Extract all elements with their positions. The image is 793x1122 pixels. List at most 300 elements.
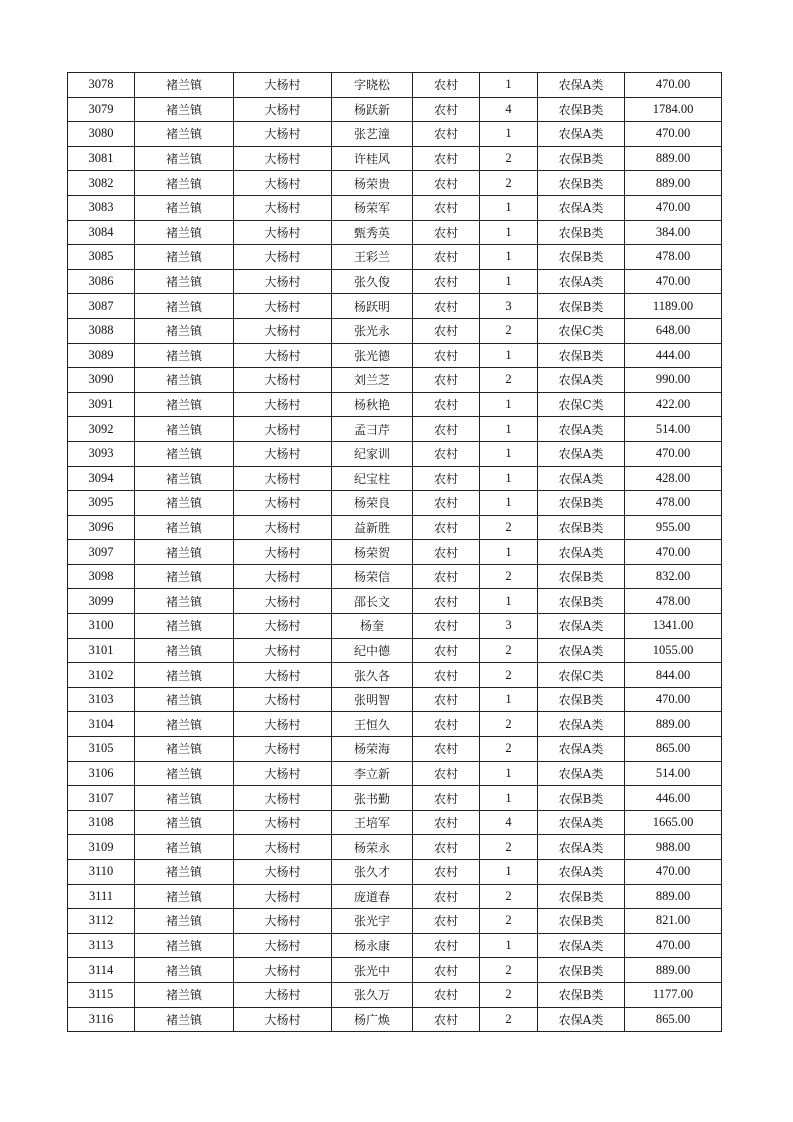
serial-number-cell: 3102 bbox=[68, 663, 135, 688]
insurance-category-cell: 农保A类 bbox=[538, 417, 625, 442]
household-type-cell: 农村 bbox=[413, 589, 480, 614]
household-type-cell: 农村 bbox=[413, 417, 480, 442]
person-count-cell: 2 bbox=[480, 884, 538, 909]
name-cell: 杨跃明 bbox=[332, 294, 413, 319]
village-cell: 大杨村 bbox=[234, 564, 332, 589]
village-cell: 大杨村 bbox=[234, 638, 332, 663]
amount-cell: 844.00 bbox=[625, 663, 722, 688]
person-count-cell: 2 bbox=[480, 909, 538, 934]
table-row bbox=[68, 318, 722, 343]
household-type-cell: 农村 bbox=[413, 835, 480, 860]
table-row bbox=[68, 933, 722, 958]
amount-cell: 889.00 bbox=[625, 884, 722, 909]
insurance-category-cell: 农保A类 bbox=[538, 614, 625, 639]
person-count-cell: 2 bbox=[480, 564, 538, 589]
table-row bbox=[68, 860, 722, 885]
name-cell: 王培军 bbox=[332, 810, 413, 835]
person-count-cell: 2 bbox=[480, 982, 538, 1007]
amount-cell: 478.00 bbox=[625, 589, 722, 614]
person-count-cell: 1 bbox=[480, 860, 538, 885]
household-type-cell: 农村 bbox=[413, 564, 480, 589]
insurance-category-cell: 农保A类 bbox=[538, 122, 625, 147]
insurance-category-cell: 农保C类 bbox=[538, 663, 625, 688]
name-cell: 杨永康 bbox=[332, 933, 413, 958]
village-cell: 大杨村 bbox=[234, 835, 332, 860]
table-row bbox=[68, 614, 722, 639]
serial-number-cell: 3099 bbox=[68, 589, 135, 614]
village-cell: 大杨村 bbox=[234, 491, 332, 516]
insurance-category-cell: 农保B类 bbox=[538, 884, 625, 909]
insurance-category-cell: 农保A类 bbox=[538, 860, 625, 885]
name-cell: 张书勤 bbox=[332, 786, 413, 811]
insurance-category-cell: 农保A类 bbox=[538, 712, 625, 737]
person-count-cell: 2 bbox=[480, 638, 538, 663]
person-count-cell: 1 bbox=[480, 933, 538, 958]
household-type-cell: 农村 bbox=[413, 1007, 480, 1032]
name-cell: 李立新 bbox=[332, 761, 413, 786]
person-count-cell: 1 bbox=[480, 491, 538, 516]
insurance-category-cell: 农保B类 bbox=[538, 245, 625, 270]
table-row bbox=[68, 441, 722, 466]
town-cell: 褚兰镇 bbox=[135, 343, 234, 368]
table-row bbox=[68, 245, 722, 270]
table-row bbox=[68, 909, 722, 934]
name-cell: 纪中德 bbox=[332, 638, 413, 663]
person-count-cell: 1 bbox=[480, 589, 538, 614]
amount-cell: 1189.00 bbox=[625, 294, 722, 319]
town-cell: 褚兰镇 bbox=[135, 564, 234, 589]
serial-number-cell: 3101 bbox=[68, 638, 135, 663]
serial-number-cell: 3095 bbox=[68, 491, 135, 516]
town-cell: 褚兰镇 bbox=[135, 441, 234, 466]
amount-cell: 1341.00 bbox=[625, 614, 722, 639]
amount-cell: 1055.00 bbox=[625, 638, 722, 663]
insurance-category-cell: 农保A类 bbox=[538, 835, 625, 860]
town-cell: 褚兰镇 bbox=[135, 860, 234, 885]
amount-cell: 470.00 bbox=[625, 933, 722, 958]
name-cell: 邵长文 bbox=[332, 589, 413, 614]
name-cell: 孟彐芹 bbox=[332, 417, 413, 442]
amount-cell: 470.00 bbox=[625, 195, 722, 220]
insurance-category-cell: 农保B类 bbox=[538, 982, 625, 1007]
person-count-cell: 2 bbox=[480, 368, 538, 393]
amount-cell: 514.00 bbox=[625, 417, 722, 442]
amount-cell: 990.00 bbox=[625, 368, 722, 393]
insurance-category-cell: 农保A类 bbox=[538, 1007, 625, 1032]
household-type-cell: 农村 bbox=[413, 958, 480, 983]
household-type-cell: 农村 bbox=[413, 638, 480, 663]
amount-cell: 889.00 bbox=[625, 146, 722, 171]
insurance-category-cell: 农保A类 bbox=[538, 368, 625, 393]
village-cell: 大杨村 bbox=[234, 737, 332, 762]
household-type-cell: 农村 bbox=[413, 909, 480, 934]
household-type-cell: 农村 bbox=[413, 220, 480, 245]
insurance-category-cell: 农保A类 bbox=[538, 810, 625, 835]
name-cell: 杨荣贵 bbox=[332, 171, 413, 196]
town-cell: 褚兰镇 bbox=[135, 392, 234, 417]
village-cell: 大杨村 bbox=[234, 368, 332, 393]
name-cell: 庞道春 bbox=[332, 884, 413, 909]
amount-cell: 446.00 bbox=[625, 786, 722, 811]
serial-number-cell: 3113 bbox=[68, 933, 135, 958]
serial-number-cell: 3108 bbox=[68, 810, 135, 835]
table-row bbox=[68, 515, 722, 540]
serial-number-cell: 3087 bbox=[68, 294, 135, 319]
village-cell: 大杨村 bbox=[234, 589, 332, 614]
household-type-cell: 农村 bbox=[413, 663, 480, 688]
household-type-cell: 农村 bbox=[413, 294, 480, 319]
town-cell: 褚兰镇 bbox=[135, 245, 234, 270]
insurance-category-cell: 农保A类 bbox=[538, 441, 625, 466]
table-row bbox=[68, 884, 722, 909]
town-cell: 褚兰镇 bbox=[135, 614, 234, 639]
serial-number-cell: 3082 bbox=[68, 171, 135, 196]
village-cell: 大杨村 bbox=[234, 343, 332, 368]
serial-number-cell: 3086 bbox=[68, 269, 135, 294]
serial-number-cell: 3109 bbox=[68, 835, 135, 860]
name-cell: 张久各 bbox=[332, 663, 413, 688]
serial-number-cell: 3093 bbox=[68, 441, 135, 466]
household-type-cell: 农村 bbox=[413, 737, 480, 762]
insurance-category-cell: 农保A类 bbox=[538, 933, 625, 958]
table-row bbox=[68, 368, 722, 393]
town-cell: 褚兰镇 bbox=[135, 982, 234, 1007]
village-cell: 大杨村 bbox=[234, 466, 332, 491]
person-count-cell: 4 bbox=[480, 810, 538, 835]
town-cell: 褚兰镇 bbox=[135, 146, 234, 171]
village-cell: 大杨村 bbox=[234, 761, 332, 786]
insurance-category-cell: 农保A类 bbox=[538, 73, 625, 98]
village-cell: 大杨村 bbox=[234, 614, 332, 639]
village-cell: 大杨村 bbox=[234, 392, 332, 417]
amount-cell: 821.00 bbox=[625, 909, 722, 934]
person-count-cell: 1 bbox=[480, 441, 538, 466]
insurance-category-cell: 农保C类 bbox=[538, 392, 625, 417]
insurance-category-cell: 农保A类 bbox=[538, 761, 625, 786]
name-cell: 甄秀英 bbox=[332, 220, 413, 245]
table-row bbox=[68, 663, 722, 688]
name-cell: 杨广焕 bbox=[332, 1007, 413, 1032]
village-cell: 大杨村 bbox=[234, 245, 332, 270]
village-cell: 大杨村 bbox=[234, 958, 332, 983]
name-cell: 刘兰芝 bbox=[332, 368, 413, 393]
table-row bbox=[68, 146, 722, 171]
household-type-cell: 农村 bbox=[413, 761, 480, 786]
name-cell: 张光德 bbox=[332, 343, 413, 368]
serial-number-cell: 3078 bbox=[68, 73, 135, 98]
amount-cell: 470.00 bbox=[625, 687, 722, 712]
table-row bbox=[68, 417, 722, 442]
person-count-cell: 2 bbox=[480, 146, 538, 171]
amount-cell: 478.00 bbox=[625, 245, 722, 270]
name-cell: 张光宇 bbox=[332, 909, 413, 934]
village-cell: 大杨村 bbox=[234, 1007, 332, 1032]
amount-cell: 444.00 bbox=[625, 343, 722, 368]
table-row bbox=[68, 638, 722, 663]
table-row bbox=[68, 343, 722, 368]
insurance-category-cell: 农保B类 bbox=[538, 589, 625, 614]
table-row bbox=[68, 392, 722, 417]
name-cell: 杨荣海 bbox=[332, 737, 413, 762]
town-cell: 褚兰镇 bbox=[135, 466, 234, 491]
amount-cell: 470.00 bbox=[625, 269, 722, 294]
table-row bbox=[68, 97, 722, 122]
amount-cell: 889.00 bbox=[625, 712, 722, 737]
person-count-cell: 1 bbox=[480, 220, 538, 245]
table-row bbox=[68, 220, 722, 245]
insurance-category-cell: 农保B类 bbox=[538, 909, 625, 934]
serial-number-cell: 3092 bbox=[68, 417, 135, 442]
table-row bbox=[68, 195, 722, 220]
village-cell: 大杨村 bbox=[234, 97, 332, 122]
table-row bbox=[68, 958, 722, 983]
town-cell: 褚兰镇 bbox=[135, 515, 234, 540]
amount-cell: 478.00 bbox=[625, 491, 722, 516]
table-row bbox=[68, 589, 722, 614]
village-cell: 大杨村 bbox=[234, 73, 332, 98]
name-cell: 杨荣良 bbox=[332, 491, 413, 516]
person-count-cell: 2 bbox=[480, 171, 538, 196]
town-cell: 褚兰镇 bbox=[135, 761, 234, 786]
serial-number-cell: 3091 bbox=[68, 392, 135, 417]
name-cell: 益新胜 bbox=[332, 515, 413, 540]
amount-cell: 384.00 bbox=[625, 220, 722, 245]
table-row bbox=[68, 491, 722, 516]
village-cell: 大杨村 bbox=[234, 294, 332, 319]
name-cell: 王恒久 bbox=[332, 712, 413, 737]
village-cell: 大杨村 bbox=[234, 786, 332, 811]
amount-cell: 470.00 bbox=[625, 441, 722, 466]
town-cell: 褚兰镇 bbox=[135, 220, 234, 245]
village-cell: 大杨村 bbox=[234, 687, 332, 712]
person-count-cell: 2 bbox=[480, 318, 538, 343]
table-row bbox=[68, 466, 722, 491]
town-cell: 褚兰镇 bbox=[135, 318, 234, 343]
table-row bbox=[68, 294, 722, 319]
village-cell: 大杨村 bbox=[234, 909, 332, 934]
person-count-cell: 1 bbox=[480, 392, 538, 417]
person-count-cell: 2 bbox=[480, 737, 538, 762]
serial-number-cell: 3107 bbox=[68, 786, 135, 811]
amount-cell: 1665.00 bbox=[625, 810, 722, 835]
table-row bbox=[68, 810, 722, 835]
village-cell: 大杨村 bbox=[234, 540, 332, 565]
person-count-cell: 1 bbox=[480, 195, 538, 220]
person-count-cell: 2 bbox=[480, 835, 538, 860]
household-type-cell: 农村 bbox=[413, 318, 480, 343]
serial-number-cell: 3083 bbox=[68, 195, 135, 220]
table-row bbox=[68, 982, 722, 1007]
name-cell: 张久俊 bbox=[332, 269, 413, 294]
person-count-cell: 3 bbox=[480, 614, 538, 639]
roster-body bbox=[68, 73, 722, 1032]
serial-number-cell: 3116 bbox=[68, 1007, 135, 1032]
town-cell: 褚兰镇 bbox=[135, 712, 234, 737]
insurance-category-cell: 农保B类 bbox=[538, 294, 625, 319]
amount-cell: 889.00 bbox=[625, 958, 722, 983]
person-count-cell: 1 bbox=[480, 761, 538, 786]
household-type-cell: 农村 bbox=[413, 810, 480, 835]
serial-number-cell: 3104 bbox=[68, 712, 135, 737]
town-cell: 褚兰镇 bbox=[135, 737, 234, 762]
household-type-cell: 农村 bbox=[413, 269, 480, 294]
person-count-cell: 1 bbox=[480, 269, 538, 294]
town-cell: 褚兰镇 bbox=[135, 97, 234, 122]
amount-cell: 1784.00 bbox=[625, 97, 722, 122]
serial-number-cell: 3096 bbox=[68, 515, 135, 540]
household-type-cell: 农村 bbox=[413, 368, 480, 393]
table-row bbox=[68, 269, 722, 294]
insurance-category-cell: 农保A类 bbox=[538, 466, 625, 491]
town-cell: 褚兰镇 bbox=[135, 638, 234, 663]
town-cell: 褚兰镇 bbox=[135, 491, 234, 516]
serial-number-cell: 3097 bbox=[68, 540, 135, 565]
serial-number-cell: 3089 bbox=[68, 343, 135, 368]
town-cell: 褚兰镇 bbox=[135, 73, 234, 98]
table-row bbox=[68, 737, 722, 762]
serial-number-cell: 3090 bbox=[68, 368, 135, 393]
village-cell: 大杨村 bbox=[234, 884, 332, 909]
serial-number-cell: 3088 bbox=[68, 318, 135, 343]
person-count-cell: 1 bbox=[480, 73, 538, 98]
town-cell: 褚兰镇 bbox=[135, 786, 234, 811]
name-cell: 杨荣永 bbox=[332, 835, 413, 860]
insurance-category-cell: 农保B类 bbox=[538, 687, 625, 712]
household-type-cell: 农村 bbox=[413, 540, 480, 565]
town-cell: 褚兰镇 bbox=[135, 909, 234, 934]
serial-number-cell: 3106 bbox=[68, 761, 135, 786]
person-count-cell: 1 bbox=[480, 122, 538, 147]
town-cell: 褚兰镇 bbox=[135, 294, 234, 319]
household-type-cell: 农村 bbox=[413, 860, 480, 885]
insurance-category-cell: 农保A类 bbox=[538, 540, 625, 565]
name-cell: 张久万 bbox=[332, 982, 413, 1007]
village-cell: 大杨村 bbox=[234, 441, 332, 466]
person-count-cell: 1 bbox=[480, 417, 538, 442]
village-cell: 大杨村 bbox=[234, 220, 332, 245]
household-type-cell: 农村 bbox=[413, 122, 480, 147]
serial-number-cell: 3111 bbox=[68, 884, 135, 909]
household-type-cell: 农村 bbox=[413, 73, 480, 98]
insurance-category-cell: 农保C类 bbox=[538, 318, 625, 343]
person-count-cell: 2 bbox=[480, 712, 538, 737]
person-count-cell: 1 bbox=[480, 540, 538, 565]
household-type-cell: 农村 bbox=[413, 515, 480, 540]
serial-number-cell: 3079 bbox=[68, 97, 135, 122]
amount-cell: 470.00 bbox=[625, 122, 722, 147]
village-cell: 大杨村 bbox=[234, 982, 332, 1007]
table-row bbox=[68, 687, 722, 712]
table-row bbox=[68, 786, 722, 811]
person-count-cell: 1 bbox=[480, 687, 538, 712]
amount-cell: 865.00 bbox=[625, 737, 722, 762]
town-cell: 褚兰镇 bbox=[135, 884, 234, 909]
insurance-category-cell: 农保A类 bbox=[538, 195, 625, 220]
insurance-category-cell: 农保A类 bbox=[538, 638, 625, 663]
roster-table bbox=[67, 72, 722, 1032]
name-cell: 王彩兰 bbox=[332, 245, 413, 270]
table-row bbox=[68, 835, 722, 860]
village-cell: 大杨村 bbox=[234, 933, 332, 958]
insurance-category-cell: 农保B类 bbox=[538, 786, 625, 811]
amount-cell: 648.00 bbox=[625, 318, 722, 343]
insurance-category-cell: 农保B类 bbox=[538, 171, 625, 196]
insurance-category-cell: 农保B类 bbox=[538, 515, 625, 540]
person-count-cell: 1 bbox=[480, 466, 538, 491]
serial-number-cell: 3100 bbox=[68, 614, 135, 639]
household-type-cell: 农村 bbox=[413, 171, 480, 196]
serial-number-cell: 3098 bbox=[68, 564, 135, 589]
serial-number-cell: 3081 bbox=[68, 146, 135, 171]
town-cell: 褚兰镇 bbox=[135, 368, 234, 393]
amount-cell: 470.00 bbox=[625, 860, 722, 885]
name-cell: 杨荣军 bbox=[332, 195, 413, 220]
town-cell: 褚兰镇 bbox=[135, 810, 234, 835]
amount-cell: 470.00 bbox=[625, 73, 722, 98]
town-cell: 褚兰镇 bbox=[135, 540, 234, 565]
household-type-cell: 农村 bbox=[413, 466, 480, 491]
insurance-category-cell: 农保B类 bbox=[538, 343, 625, 368]
household-type-cell: 农村 bbox=[413, 245, 480, 270]
name-cell: 纪家训 bbox=[332, 441, 413, 466]
amount-cell: 1177.00 bbox=[625, 982, 722, 1007]
town-cell: 褚兰镇 bbox=[135, 687, 234, 712]
table-row bbox=[68, 171, 722, 196]
insurance-category-cell: 农保A类 bbox=[538, 737, 625, 762]
serial-number-cell: 3084 bbox=[68, 220, 135, 245]
town-cell: 褚兰镇 bbox=[135, 195, 234, 220]
serial-number-cell: 3103 bbox=[68, 687, 135, 712]
amount-cell: 955.00 bbox=[625, 515, 722, 540]
household-type-cell: 农村 bbox=[413, 614, 480, 639]
village-cell: 大杨村 bbox=[234, 663, 332, 688]
serial-number-cell: 3114 bbox=[68, 958, 135, 983]
person-count-cell: 2 bbox=[480, 958, 538, 983]
household-type-cell: 农村 bbox=[413, 97, 480, 122]
name-cell: 张光中 bbox=[332, 958, 413, 983]
village-cell: 大杨村 bbox=[234, 318, 332, 343]
amount-cell: 889.00 bbox=[625, 171, 722, 196]
serial-number-cell: 3115 bbox=[68, 982, 135, 1007]
household-type-cell: 农村 bbox=[413, 982, 480, 1007]
household-type-cell: 农村 bbox=[413, 195, 480, 220]
town-cell: 褚兰镇 bbox=[135, 933, 234, 958]
village-cell: 大杨村 bbox=[234, 122, 332, 147]
village-cell: 大杨村 bbox=[234, 195, 332, 220]
household-type-cell: 农村 bbox=[413, 933, 480, 958]
name-cell: 杨跃新 bbox=[332, 97, 413, 122]
serial-number-cell: 3110 bbox=[68, 860, 135, 885]
table-row bbox=[68, 540, 722, 565]
table-row bbox=[68, 1007, 722, 1032]
household-type-cell: 农村 bbox=[413, 884, 480, 909]
village-cell: 大杨村 bbox=[234, 269, 332, 294]
amount-cell: 470.00 bbox=[625, 540, 722, 565]
insurance-category-cell: 农保B类 bbox=[538, 97, 625, 122]
town-cell: 褚兰镇 bbox=[135, 171, 234, 196]
town-cell: 褚兰镇 bbox=[135, 122, 234, 147]
name-cell: 杨秋艳 bbox=[332, 392, 413, 417]
serial-number-cell: 3085 bbox=[68, 245, 135, 270]
town-cell: 褚兰镇 bbox=[135, 589, 234, 614]
amount-cell: 428.00 bbox=[625, 466, 722, 491]
household-type-cell: 农村 bbox=[413, 392, 480, 417]
name-cell: 杨荣信 bbox=[332, 564, 413, 589]
town-cell: 褚兰镇 bbox=[135, 958, 234, 983]
village-cell: 大杨村 bbox=[234, 712, 332, 737]
name-cell: 杨奎 bbox=[332, 614, 413, 639]
amount-cell: 832.00 bbox=[625, 564, 722, 589]
